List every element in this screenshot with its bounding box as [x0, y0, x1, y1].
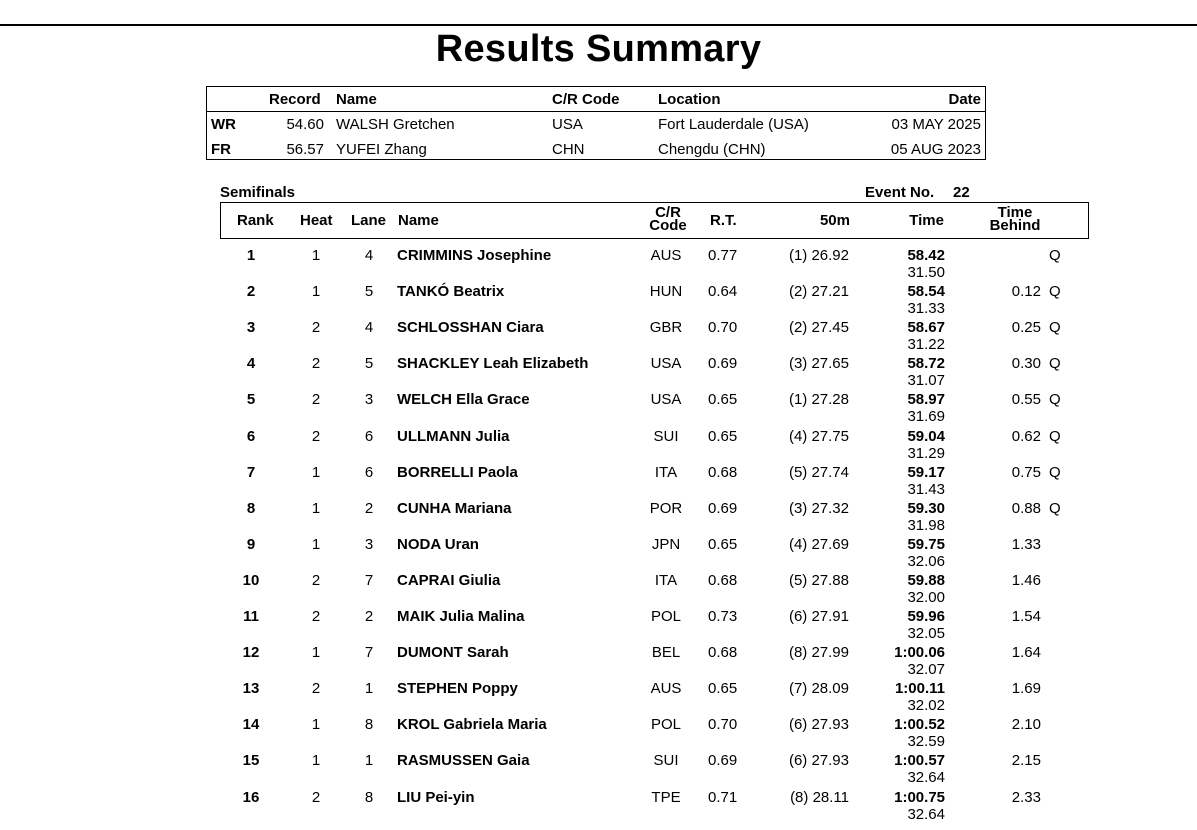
split-second-50: 31.98 — [907, 516, 945, 534]
heat: 1 — [311, 499, 321, 517]
heat: 1 — [311, 283, 321, 301]
phase-label: Semifinals — [220, 184, 296, 201]
split-second-50: 32.06 — [907, 552, 945, 570]
record-location: Fort Lauderdale (USA) — [658, 116, 809, 133]
country-code: USA — [650, 355, 682, 373]
records-header-location: Location — [658, 91, 721, 108]
country-code: GBR — [649, 319, 683, 337]
time-behind: 1.33 — [1011, 535, 1041, 553]
result-row — [0, 570, 1197, 606]
record-location: Chengdu (CHN) — [658, 141, 766, 158]
country-code: HUN — [649, 283, 683, 301]
time-behind: 0.75 — [1011, 463, 1041, 481]
final-time: 59.88 — [907, 571, 945, 589]
country-code: AUS — [650, 247, 682, 264]
split-50m: (6) 27.93 — [788, 752, 849, 770]
country-code: AUS — [650, 680, 682, 698]
split-50m: (6) 27.93 — [788, 716, 849, 734]
result-row — [0, 606, 1197, 642]
split-50m: (8) 28.11 — [790, 788, 849, 806]
result-row — [0, 462, 1197, 498]
rank: 8 — [246, 499, 256, 517]
lane: 7 — [364, 571, 374, 589]
athlete-name: TANKÓ Beatrix — [397, 283, 505, 301]
result-row — [0, 714, 1197, 750]
lane: 7 — [364, 644, 374, 662]
country-code: POL — [650, 716, 681, 734]
time-behind: 1.46 — [1011, 571, 1041, 589]
col-heat: Heat — [300, 212, 333, 229]
lane: 3 — [364, 391, 374, 409]
country-code: JPN — [651, 535, 681, 553]
athlete-name: SHACKLEY Leah Elizabeth — [397, 355, 589, 373]
final-time: 58.42 — [907, 247, 945, 264]
result-row — [0, 245, 1197, 281]
reaction-time: 0.68 — [708, 644, 738, 662]
heat: 1 — [311, 535, 321, 553]
result-row — [0, 353, 1197, 389]
rank: 7 — [246, 463, 256, 481]
heat: 2 — [311, 571, 321, 589]
rank: 3 — [246, 319, 256, 337]
time-behind: 0.62 — [1011, 427, 1041, 445]
split-second-50: 32.05 — [907, 625, 945, 642]
athlete-name: WELCH Ella Grace — [397, 391, 530, 409]
col-name: Name — [398, 212, 439, 229]
reaction-time: 0.77 — [708, 247, 738, 264]
record-value: 56.57 — [286, 141, 324, 158]
country-code: ITA — [654, 571, 678, 589]
reaction-time: 0.65 — [708, 391, 738, 409]
split-50m: (4) 27.69 — [788, 535, 849, 553]
lane: 8 — [364, 788, 374, 806]
record-type: WR — [211, 116, 236, 133]
col-code — [648, 206, 688, 232]
result-row — [0, 317, 1197, 353]
records-table — [206, 86, 986, 160]
time-behind: 0.88 — [1011, 499, 1041, 517]
time-behind: 2.10 — [1011, 716, 1041, 734]
rank: 15 — [242, 752, 260, 770]
time-behind: 1.54 — [1011, 608, 1041, 625]
country-code: SUI — [653, 752, 679, 770]
time-behind: 0.30 — [1011, 355, 1041, 373]
heat: 2 — [311, 391, 321, 409]
split-50m: (2) 27.45 — [788, 319, 849, 337]
final-time: 1:00.57 — [894, 752, 945, 770]
athlete-name: SCHLOSSHAN Ciara — [397, 319, 544, 337]
split-50m: (1) 26.92 — [788, 247, 849, 264]
col-50m: 50m — [819, 212, 850, 229]
reaction-time: 0.65 — [708, 535, 738, 553]
split-50m: (2) 27.21 — [788, 283, 849, 301]
split-50m: (7) 28.09 — [788, 680, 849, 698]
country-code: ITA — [654, 463, 678, 481]
split-second-50: 31.29 — [907, 444, 945, 462]
lane: 4 — [364, 247, 374, 264]
lane: 2 — [364, 608, 374, 625]
final-time: 58.72 — [907, 355, 945, 373]
result-row — [0, 750, 1197, 786]
final-time: 59.17 — [907, 463, 945, 481]
rank: 11 — [243, 608, 259, 625]
country-code: USA — [650, 391, 682, 409]
lane: 5 — [364, 283, 374, 301]
heat: 1 — [311, 716, 321, 734]
split-50m: (8) 27.99 — [788, 644, 849, 662]
result-row — [0, 534, 1197, 570]
records-header-name: Name — [336, 91, 377, 108]
final-time: 1:00.75 — [894, 788, 945, 806]
rank: 16 — [242, 788, 260, 806]
qualified-flag: Q — [1049, 247, 1061, 264]
split-50m: (3) 27.65 — [788, 355, 849, 373]
rank: 5 — [246, 391, 256, 409]
result-row — [0, 498, 1197, 534]
time-behind: 0.12 — [1011, 283, 1041, 301]
records-header-record: Record — [269, 91, 321, 108]
athlete-name: DUMONT Sarah — [397, 644, 509, 662]
athlete-name: KROL Gabriela Maria — [397, 716, 547, 734]
col-time-behind — [985, 206, 1045, 232]
split-second-50: 32.64 — [907, 805, 945, 823]
final-time: 1:00.52 — [894, 716, 945, 734]
reaction-time: 0.70 — [708, 716, 738, 734]
heat: 1 — [311, 463, 321, 481]
final-time: 58.54 — [907, 283, 945, 301]
lane: 8 — [364, 716, 374, 734]
split-second-50: 32.00 — [907, 588, 945, 606]
split-50m: (5) 27.74 — [788, 463, 849, 481]
rank: 13 — [242, 680, 260, 698]
athlete-name: CUNHA Mariana — [397, 499, 512, 517]
reaction-time: 0.68 — [708, 571, 738, 589]
qualified-flag: Q — [1049, 283, 1061, 301]
records-header-date: Date — [948, 91, 981, 108]
heat: 1 — [311, 752, 321, 770]
qualified-flag: Q — [1049, 391, 1061, 409]
final-time: 59.30 — [907, 499, 945, 517]
country-code: POR — [649, 499, 683, 517]
rank: 9 — [246, 535, 256, 553]
split-50m: (1) 27.28 — [788, 391, 849, 409]
heat: 2 — [311, 319, 321, 337]
split-second-50: 31.50 — [907, 264, 945, 281]
time-behind: 2.33 — [1011, 788, 1041, 806]
reaction-time: 0.65 — [708, 680, 738, 698]
reaction-time: 0.73 — [708, 608, 738, 625]
result-row — [0, 426, 1197, 462]
heat: 2 — [311, 427, 321, 445]
col-code-top: C/R — [655, 204, 681, 221]
reaction-time: 0.69 — [708, 355, 738, 373]
record-type: FR — [211, 141, 231, 158]
rank: 4 — [246, 355, 256, 373]
records-divider — [207, 111, 985, 112]
athlete-name: CAPRAI Giulia — [397, 571, 501, 589]
split-50m: (6) 27.91 — [788, 608, 849, 625]
final-time: 59.96 — [907, 608, 945, 625]
split-second-50: 31.69 — [907, 408, 945, 426]
record-date: 05 AUG 2023 — [890, 141, 981, 158]
split-second-50: 32.64 — [907, 769, 945, 787]
split-second-50: 32.07 — [907, 661, 945, 679]
col-lane: Lane — [351, 212, 387, 229]
result-row — [0, 389, 1197, 425]
lane: 1 — [364, 752, 374, 770]
lane: 5 — [364, 355, 374, 373]
reaction-time: 0.70 — [708, 319, 738, 337]
athlete-name: STEPHEN Poppy — [397, 680, 518, 698]
athlete-name: MAIK Julia Malina — [397, 608, 525, 625]
rank: 1 — [246, 247, 256, 264]
reaction-time: 0.64 — [708, 283, 738, 301]
athlete-name: ULLMANN Julia — [397, 427, 510, 445]
time-behind: 1.69 — [1011, 680, 1041, 698]
record-code: USA — [552, 116, 583, 133]
heat: 1 — [311, 644, 321, 662]
rank: 12 — [242, 644, 260, 662]
col-behind-top: Time — [997, 204, 1033, 221]
reaction-time: 0.65 — [708, 427, 738, 445]
athlete-name: LIU Pei-yin — [397, 788, 475, 806]
qualified-flag: Q — [1049, 427, 1061, 445]
athlete-name: BORRELLI Paola — [397, 463, 518, 481]
results-header — [220, 202, 1089, 239]
reaction-time: 0.69 — [708, 499, 738, 517]
split-50m: (4) 27.75 — [788, 427, 849, 445]
lane: 6 — [364, 463, 374, 481]
record-value: 54.60 — [286, 116, 324, 133]
heat: 2 — [311, 355, 321, 373]
split-50m: (3) 27.32 — [788, 499, 849, 517]
split-50m: (5) 27.88 — [788, 571, 849, 589]
rank: 6 — [246, 427, 256, 445]
final-time: 59.75 — [907, 535, 945, 553]
records-header-code: C/R Code — [552, 91, 620, 108]
event-label: Event No. — [865, 184, 935, 201]
split-second-50: 31.07 — [907, 372, 945, 390]
reaction-time: 0.69 — [708, 752, 738, 770]
country-code: SUI — [653, 427, 679, 445]
rank: 14 — [242, 716, 260, 734]
result-row — [0, 642, 1197, 678]
heat: 2 — [311, 608, 321, 625]
record-holder: YUFEI Zhang — [336, 141, 427, 158]
event-number: 22 — [953, 184, 970, 201]
rank: 10 — [242, 571, 260, 589]
top-rule — [0, 24, 1197, 26]
athlete-name: CRIMMINS Josephine — [397, 247, 552, 264]
result-row — [0, 281, 1197, 317]
qualified-flag: Q — [1049, 463, 1061, 481]
col-rt: R.T. — [710, 212, 737, 229]
country-code: BEL — [651, 644, 681, 662]
final-time: 1:00.11 — [894, 680, 945, 698]
col-time: Time — [909, 212, 944, 229]
lane: 6 — [364, 427, 374, 445]
col-rank: Rank — [237, 212, 274, 229]
heat: 1 — [311, 247, 321, 264]
reaction-time: 0.71 — [708, 788, 738, 806]
time-behind: 1.64 — [1011, 644, 1041, 662]
lane: 4 — [364, 319, 374, 337]
athlete-name: RASMUSSEN Gaia — [397, 752, 530, 770]
final-time: 58.97 — [907, 391, 945, 409]
split-second-50: 31.43 — [907, 480, 945, 498]
country-code: POL — [650, 608, 681, 625]
time-behind: 0.25 — [1011, 319, 1041, 337]
result-row — [0, 678, 1197, 714]
time-behind: 0.55 — [1011, 391, 1041, 409]
split-second-50: 32.59 — [907, 733, 945, 751]
qualified-flag: Q — [1049, 355, 1061, 373]
lane: 2 — [364, 499, 374, 517]
record-code: CHN — [552, 141, 585, 158]
heat: 2 — [311, 680, 321, 698]
page-title: Results Summary — [435, 28, 762, 70]
final-time: 58.67 — [907, 319, 945, 337]
lane: 3 — [364, 535, 374, 553]
country-code: TPE — [651, 788, 681, 806]
athlete-name: NODA Uran — [397, 535, 479, 553]
result-row — [0, 787, 1197, 823]
heat: 2 — [311, 788, 321, 806]
col-code-bottom: Code — [649, 217, 687, 234]
qualified-flag: Q — [1049, 319, 1061, 337]
final-time: 59.04 — [907, 427, 945, 445]
split-second-50: 32.02 — [907, 697, 945, 715]
reaction-time: 0.68 — [708, 463, 738, 481]
col-behind-bottom: Behind — [989, 217, 1041, 234]
final-time: 1:00.06 — [894, 644, 945, 662]
record-holder: WALSH Gretchen — [336, 116, 455, 133]
lane: 1 — [364, 680, 374, 698]
split-second-50: 31.33 — [907, 300, 945, 318]
qualified-flag: Q — [1049, 499, 1061, 517]
split-second-50: 31.22 — [907, 336, 945, 354]
time-behind: 2.15 — [1011, 752, 1041, 770]
rank: 2 — [246, 283, 256, 301]
record-date: 03 MAY 2025 — [891, 116, 981, 133]
